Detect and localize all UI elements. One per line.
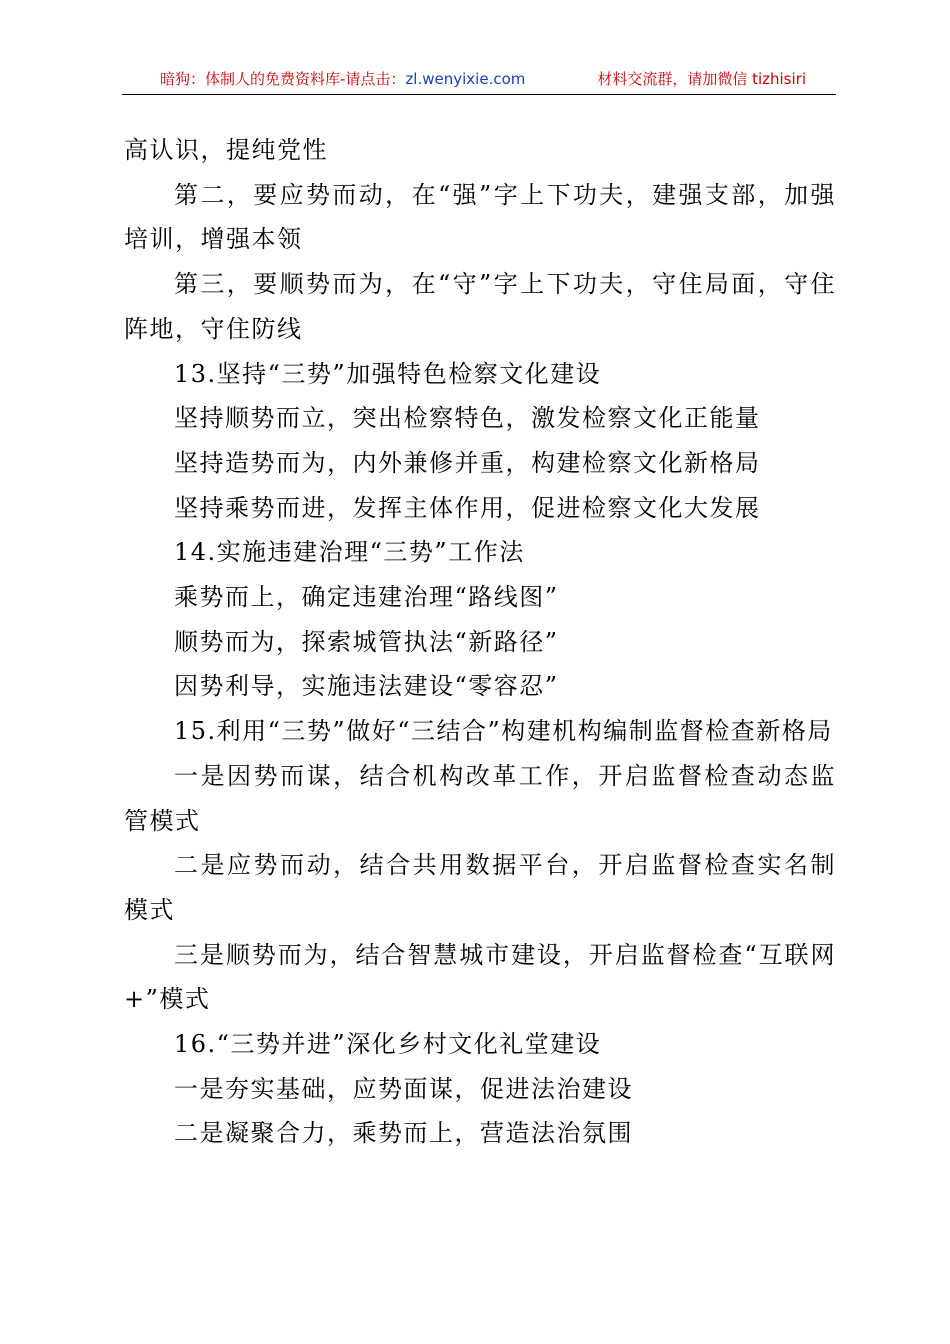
page-header: [122, 64, 836, 95]
section-heading: 16.“三势并进”深化乡村文化礼堂建设: [174, 1030, 602, 1059]
paragraph: 第三，要顺势而为，在“守”字上下功夫，守住局面，守住阵地，守住防线: [124, 270, 836, 343]
paragraph: 高认识，提纯党性: [124, 136, 328, 164]
paragraph: 坚持乘势而进，发挥主体作用，促进检察文化大发展: [174, 493, 761, 522]
header-ad-title: 暗狗：体制人的免费资料库: [160, 70, 341, 88]
paragraph: 一是夯实基础，应势面谋，促进法治建设: [174, 1074, 633, 1103]
section-heading: 13.坚持“三势”加强特色检察文化建设: [174, 359, 602, 388]
paragraph: 三是顺势而为，结合智慧城市建设，开启监督检查“互联网+”模式: [124, 940, 836, 1014]
paragraph: 二是凝聚合力，乘势而上，营造法治氛围: [174, 1119, 633, 1148]
section-heading: 14.实施违建治理“三势”工作法: [174, 538, 525, 567]
paragraph: 第二，要应势而动，在“强”字上下功夫，建强支部，加强培训，增强本领: [124, 180, 836, 254]
paragraph: 坚持顺势而立，突出检察特色，激发检察文化正能量: [174, 404, 761, 433]
document-body: [124, 128, 836, 1156]
paragraph: 一是因势而谋，结合机构改革工作，开启监督检查动态监管模式: [124, 761, 836, 835]
header-group-info: 材料交流群，请加微信 tizhisiri: [597, 70, 806, 88]
header-ad-prompt: -请点击：: [340, 70, 406, 88]
paragraph: 坚持造势而为，内外兼修并重，构建检察文化新格局: [174, 448, 761, 477]
section-heading: 15.利用“三势”做好“三结合”构建机构编制监督检查新格局: [174, 717, 833, 746]
paragraph: 顺势而为，探索城管执法“新路径”: [174, 627, 559, 656]
header-ad[interactable]: [160, 64, 525, 94]
header-url-link[interactable]: zl.wenyixie.com: [405, 70, 526, 88]
paragraph: 乘势而上，确定违建治理“路线图”: [174, 583, 559, 612]
paragraph: 二是应势而动，结合共用数据平台，开启监督检查实名制模式: [124, 851, 836, 924]
paragraph: 因势利导，实施违法建设“零容忍”: [174, 672, 559, 701]
